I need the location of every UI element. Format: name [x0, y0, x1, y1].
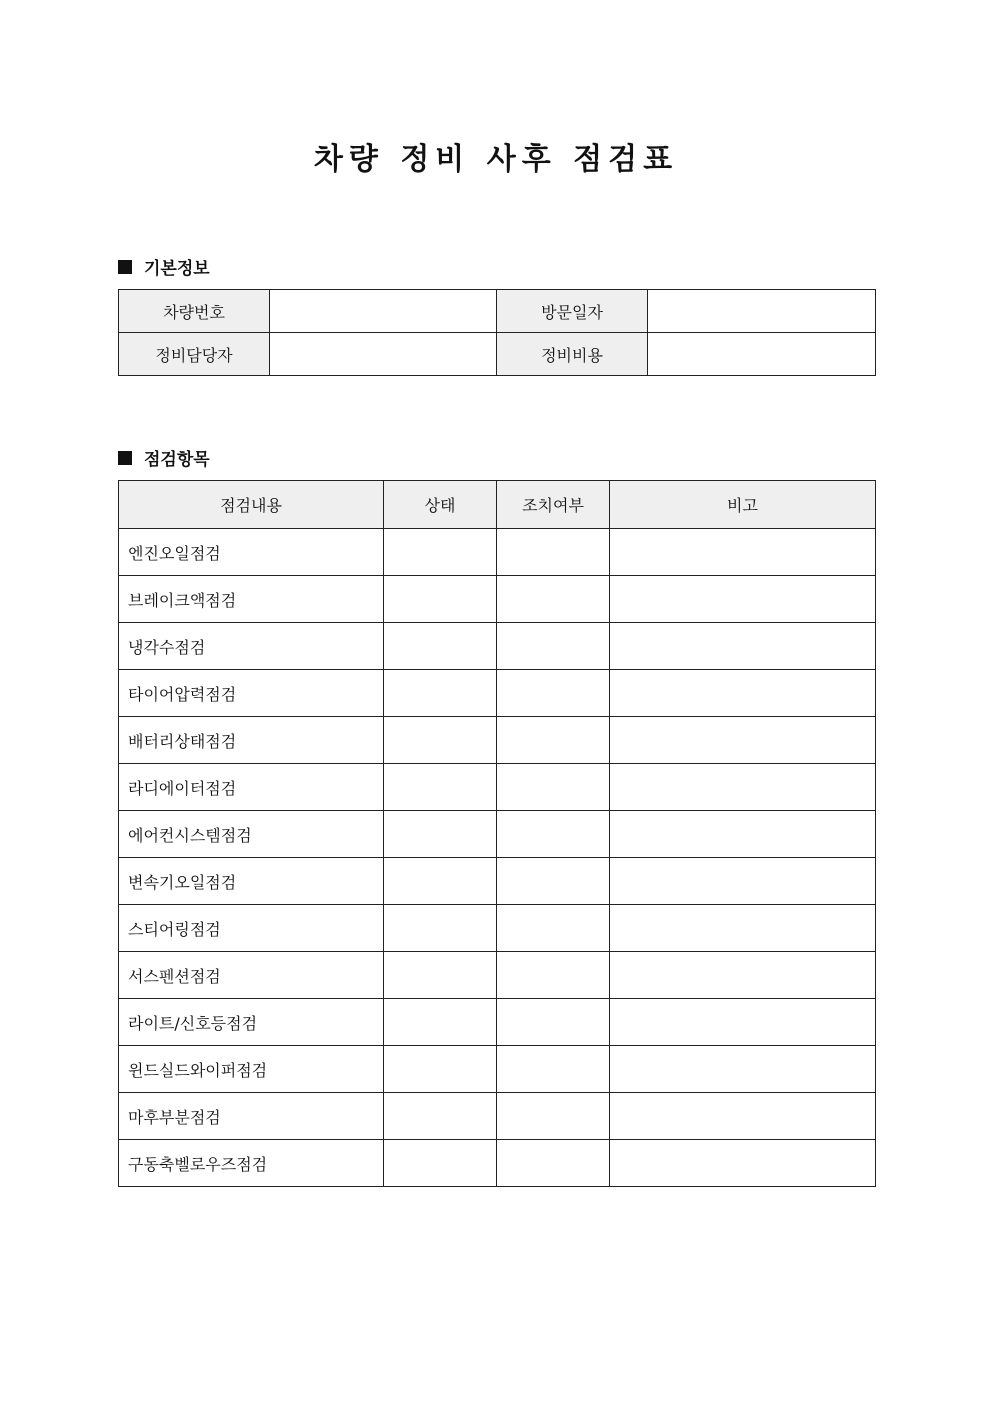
info-label: 정비비용 [497, 333, 648, 376]
inspection-item-label: 구동축벨로우즈점검 [119, 1140, 384, 1187]
inspection-row [119, 952, 876, 999]
remarks-cell[interactable] [610, 1046, 876, 1093]
action-cell[interactable] [497, 811, 610, 858]
inspection-heading-label: 점검항목 [144, 450, 210, 470]
inspection-heading [118, 445, 210, 470]
inspection-item-label: 에어컨시스템점검 [119, 811, 384, 858]
remarks-cell[interactable] [610, 670, 876, 717]
page-title: 차량 정비 사후 점검표 [313, 142, 679, 177]
inspection-row [119, 905, 876, 952]
status-cell[interactable] [384, 1093, 497, 1140]
inspection-row [119, 576, 876, 623]
action-cell[interactable] [497, 529, 610, 576]
status-cell[interactable] [384, 717, 497, 764]
action-cell[interactable] [497, 999, 610, 1046]
info-label: 방문일자 [497, 290, 648, 333]
inspection-row [119, 670, 876, 717]
action-cell[interactable] [497, 576, 610, 623]
inspection-row [119, 764, 876, 811]
status-cell[interactable] [384, 999, 497, 1046]
status-cell[interactable] [384, 623, 497, 670]
inspection-item-label: 변속기오일점검 [119, 858, 384, 905]
inspection-item-label: 스티어링점검 [119, 905, 384, 952]
remarks-cell[interactable] [610, 576, 876, 623]
column-header-status: 상태 [384, 481, 497, 529]
inspection-row [119, 999, 876, 1046]
info-value-field[interactable] [270, 290, 497, 333]
remarks-cell[interactable] [610, 623, 876, 670]
status-cell[interactable] [384, 1140, 497, 1187]
info-value-field[interactable] [648, 290, 876, 333]
inspection-row [119, 1046, 876, 1093]
basic-info-heading-label: 기본정보 [144, 259, 210, 279]
basic-info-row [119, 290, 876, 333]
inspection-item-label: 브레이크액점검 [119, 576, 384, 623]
basic-info-table [118, 289, 876, 376]
status-cell[interactable] [384, 576, 497, 623]
action-cell[interactable] [497, 623, 610, 670]
inspection-row [119, 623, 876, 670]
info-value-field[interactable] [270, 333, 497, 376]
action-cell[interactable] [497, 905, 610, 952]
status-cell[interactable] [384, 811, 497, 858]
action-cell[interactable] [497, 717, 610, 764]
status-cell[interactable] [384, 952, 497, 999]
remarks-cell[interactable] [610, 529, 876, 576]
remarks-cell[interactable] [610, 952, 876, 999]
status-cell[interactable] [384, 764, 497, 811]
inspection-item-label: 라이트/신호등점검 [119, 999, 384, 1046]
inspection-item-label: 엔진오일점검 [119, 529, 384, 576]
info-label: 정비담당자 [119, 333, 270, 376]
remarks-cell[interactable] [610, 717, 876, 764]
inspection-row [119, 1093, 876, 1140]
square-bullet-icon [118, 451, 132, 465]
info-value-field[interactable] [648, 333, 876, 376]
inspection-row [119, 717, 876, 764]
inspection-row [119, 529, 876, 576]
status-cell[interactable] [384, 529, 497, 576]
action-cell[interactable] [497, 1046, 610, 1093]
inspection-item-label: 마후부분점검 [119, 1093, 384, 1140]
square-bullet-icon [118, 260, 132, 274]
inspection-item-label: 냉각수점검 [119, 623, 384, 670]
status-cell[interactable] [384, 905, 497, 952]
inspection-row [119, 1140, 876, 1187]
inspection-item-label: 윈드실드와이퍼점검 [119, 1046, 384, 1093]
inspection-item-label: 서스펜션점검 [119, 952, 384, 999]
inspection-header-row [119, 481, 876, 529]
action-cell[interactable] [497, 670, 610, 717]
remarks-cell[interactable] [610, 811, 876, 858]
remarks-cell[interactable] [610, 858, 876, 905]
status-cell[interactable] [384, 858, 497, 905]
inspection-item-label: 타이어압력점검 [119, 670, 384, 717]
remarks-cell[interactable] [610, 999, 876, 1046]
info-label: 차량번호 [119, 290, 270, 333]
inspection-item-label: 배터리상태점검 [119, 717, 384, 764]
status-cell[interactable] [384, 1046, 497, 1093]
action-cell[interactable] [497, 1093, 610, 1140]
inspection-row [119, 811, 876, 858]
inspection-table [118, 480, 876, 1187]
status-cell[interactable] [384, 670, 497, 717]
inspection-item-label: 라디에이터점검 [119, 764, 384, 811]
inspection-row [119, 858, 876, 905]
remarks-cell[interactable] [610, 905, 876, 952]
basic-info-row [119, 333, 876, 376]
remarks-cell[interactable] [610, 764, 876, 811]
column-header-action: 조치여부 [497, 481, 610, 529]
action-cell[interactable] [497, 858, 610, 905]
action-cell[interactable] [497, 952, 610, 999]
column-header-content: 점검내용 [119, 481, 384, 529]
basic-info-heading [118, 254, 210, 279]
remarks-cell[interactable] [610, 1093, 876, 1140]
column-header-remarks: 비고 [610, 481, 876, 529]
action-cell[interactable] [497, 764, 610, 811]
action-cell[interactable] [497, 1140, 610, 1187]
remarks-cell[interactable] [610, 1140, 876, 1187]
